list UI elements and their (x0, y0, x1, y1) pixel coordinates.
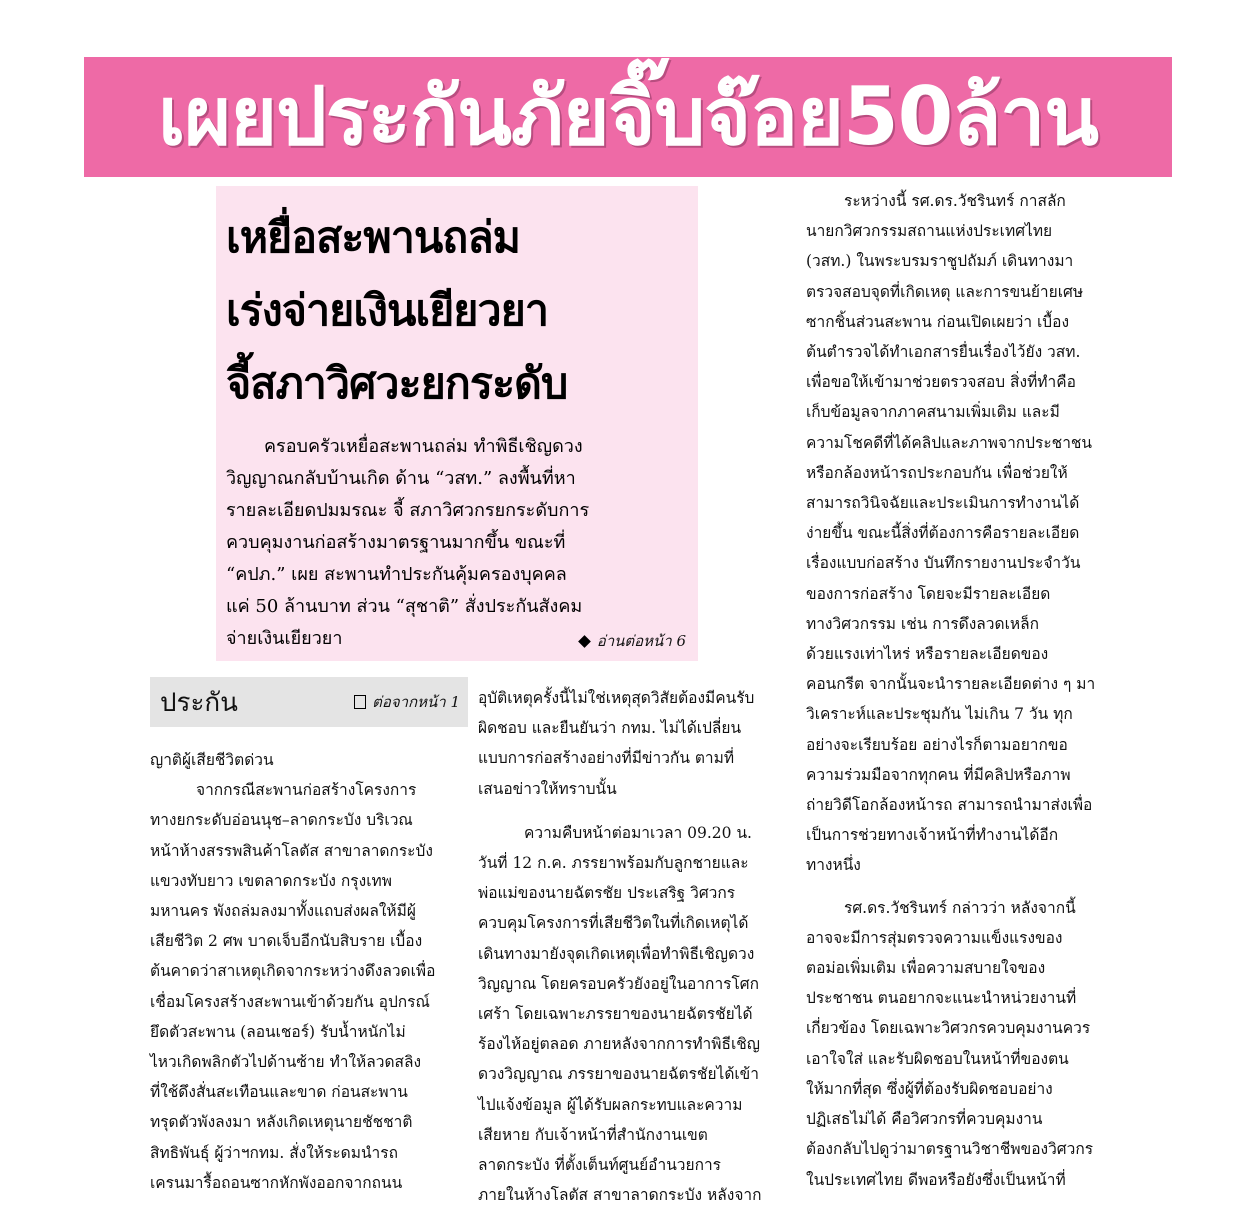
mid-line: ความคืบหน้าต่อมาเวลา 09.20 น. (524, 823, 752, 842)
right-line: (วสท.) ในพระบรมราชูปถัมภ์ เดินทางมา (806, 252, 1074, 271)
lead-headline-2: เร่งจ่ายเงินเยียวยา (226, 286, 548, 336)
mid-line: ลาดกระบัง ที่ตั้งเต็นท์ศูนย์อำนวยการ (478, 1156, 721, 1175)
right-line: ระหว่างนี้ รศ.ดร.วัชรินทร์ กาสลัก (844, 192, 1066, 210)
right-line: เป็นการช่วยทางเจ้าหน้าที่ทำงานได้อีก (806, 826, 1059, 845)
right-line: วิเคราะห์และประชุมกัน ไม่เกิน 7 วัน ทุก (806, 705, 1073, 724)
right-line: ในประเทศไทย ดีพอหรือยังซึ่งเป็นหน้าที่ (806, 1170, 1066, 1189)
mid-line: ควบคุมโครงการที่เสียชีวิตในที่เกิดเหตุได้ (478, 914, 749, 933)
left-line: ทางยกระดับอ่อนนุช–ลาดกระบัง บริเวณ (150, 811, 413, 830)
left-line: ยึดตัวสะพาน (ลอนเชอร์) รับน้ำหนักไม่ (150, 1022, 406, 1041)
right-line: เกี่ยวข้อง โดยเฉพาะวิศวกรควบคุมงานควร (806, 1019, 1091, 1038)
right-line: ความโชคดีที่ได้คลิปและภาพจากประชาชน (806, 433, 1093, 452)
square-box-icon (354, 695, 366, 709)
right-line: เก็บข้อมูลจากภาคสนามเพิ่มเติม และมี (806, 403, 1060, 422)
lead-line: รายละเอียดปมมรณะ จี้ สภาวิศวกรยกระดับการ (226, 500, 590, 521)
headline-banner (84, 57, 1172, 177)
lead-headline-3: จี้สภาวิศวะยกระดับ (226, 359, 568, 409)
left-line: จากกรณีสะพานก่อสร้างโครงการ (196, 781, 417, 800)
lead-summary (226, 431, 688, 655)
mid-line: ผิดชอบ และยืนยันว่า กทม. ไม่ได้เปลี่ยน (478, 719, 742, 738)
left-line: ไหวเกิดพลิกตัวไปด้านซ้าย ทำให้ลวดสลิง (150, 1053, 422, 1072)
mid-line: แบบการก่อสร้างอย่างที่มีข่าวกัน ตามที่ (478, 749, 735, 768)
mid-line: ดวงวิญญาณ ภรรยาของนายฉัตรชัยได้เข้า (478, 1065, 759, 1084)
diamond-bullet-icon (578, 635, 591, 648)
left-line: ที่ใช้ดึงสั่นสะเทือนและขาด ก่อนสะพาน (150, 1083, 408, 1102)
left-line: เชื่อมโครงสร้างสะพานเข้าด้วยกัน อุปกรณ์ (150, 992, 430, 1011)
right-line: ง่ายขึ้น ขณะนี้สิ่งที่ต้องการคือรายละเอียด (806, 524, 1080, 543)
lead-story-box (216, 186, 698, 661)
left-line: เสียชีวิต 2 ศพ บาดเจ็บอีกนับสิบราย เบื้อง (150, 932, 423, 951)
right-line: ด้วยแรงเท่าไหร่ หรือรายละเอียดของ (806, 645, 1049, 664)
right-line: อย่างจะเรียบร้อย อย่างไรก็ตามอยากขอ (806, 735, 1068, 754)
lead-line: แค่ 50 ล้านบาท ส่วน “สุชาติ” สั่งประกันสังคม (226, 596, 583, 617)
right-line: คอนกรีต จากนั้นจะนำรายละเอียดต่าง ๆ มา (806, 675, 1096, 694)
right-line: ทางวิศวกรรม เช่น การดึงลวดเหล็ก (806, 614, 1039, 633)
read-more-link[interactable] (580, 629, 686, 653)
left-line: หน้าห้างสรรพสินค้าโลตัส สาขาลาดกระบัง (150, 841, 433, 860)
left-line: แขวงทับยาว เขตลาดกระบัง กรุงเทพ (150, 871, 392, 890)
lead-line: ควบคุมงานก่อสร้างมาตรฐานมากขึ้น ขณะที่ (226, 532, 566, 553)
section-header (150, 677, 468, 727)
right-line: ต้นตำรวจได้ทำเอกสารยื่นเรื่องไว้ยัง วสท. (806, 343, 1081, 362)
right-line: นายกวิศวกรรมสถานแห่งประเทศไทย (806, 222, 1053, 241)
right-line: หรือกล้องหน้ารถประกอบกัน เพื่อช่วยให้ (806, 463, 1068, 482)
right-line: เอาใจใส่ และรับผิดชอบในหน้าที่ของตน (806, 1049, 1069, 1068)
right-line: สามารถวินิจฉัยและประเมินการทำงานได้ (806, 494, 1080, 513)
right-line: ความร่วมมือจากทุกคน ที่มีคลิปหรือภาพ (806, 765, 1071, 784)
right-line: ถ่ายวิดีโอกล้องหน้ารถ สามารถนำมาส่งเพื่อ (806, 796, 1093, 815)
lead-headline-1: เหยื่อสะพานถล่ม (226, 213, 521, 263)
left-column (150, 745, 470, 1198)
lead-line: ครอบครัวเหยื่อสะพานถล่ม ทำพิธีเชิญดวง (264, 436, 583, 457)
middle-column (478, 683, 794, 1210)
mid-line: วิญญาณ โดยครอบครัวยังอยู่ในอาการโศก (478, 974, 760, 993)
right-line: อาจจะมีการสุ่มตรวจความแข็งแรงของ (806, 928, 1063, 947)
right-line: ของการก่อสร้าง โดยจะมีรายละเอียด (806, 584, 1051, 603)
lead-line: จ่ายเงินเยียวยา (226, 628, 343, 649)
right-line: รศ.ดร.วัชรินทร์ กล่าวว่า หลังจากนี้ (844, 898, 1076, 917)
mid-line: ร้องไห้อยู่ตลอด ภายหลังจากการทำพิธีเชิญ (478, 1035, 760, 1054)
lead-line: วิญญาณกลับบ้านเกิด ด้าน “วสท.” ลงพื้นที่หา (226, 468, 576, 489)
right-line: เพื่อขอให้เข้ามาช่วยตรวจสอบ สิ่งที่ทำคือ (806, 373, 1076, 392)
banner-headline: เผยประกันภัยจิ๊บจ๊อย50ล้าน (158, 70, 1098, 163)
section-title: ประกัน (160, 687, 238, 718)
mid-line: อุบัติเหตุครั้งนี้ไม่ใช่เหตุสุดวิสัยต้องมีคนรับ (478, 689, 755, 707)
continued-from-page (354, 690, 460, 714)
left-line: เครนมารื้อถอนซากหักพังออกจากถนน (150, 1173, 403, 1192)
right-line: เรื่องแบบก่อสร้าง บันทึกรายงานประจำวัน (806, 554, 1081, 573)
lead-line: “คปภ.” เผย สะพานทำประกันคุ้มครองบุคคล (226, 564, 567, 585)
right-line: ต้องกลับไปดูว่ามาตรฐานวิชาชีพของวิศวกร (806, 1140, 1094, 1159)
right-line: ให้มากที่สุด ซึ่งผู้ที่ต้องรับผิดชอบอย่าง (806, 1079, 1053, 1098)
right-column (806, 186, 1126, 1195)
mid-line: เสียหาย กับเจ้าหน้าที่สำนักงานเขต (478, 1125, 708, 1144)
right-line: ทางหนึ่ง (806, 856, 861, 875)
left-line: ต้นคาดว่าสาเหตุเกิดจากระหว่างดึงลวดเพื่อ (150, 962, 436, 981)
mid-line: ไปแจ้งข้อมูล ผู้ได้รับผลกระทบและความ (478, 1095, 743, 1114)
left-line: มหานคร พังถล่มลงมาทั้งแถบส่งผลให้มีผู้ (150, 902, 416, 921)
mid-line: เดินทางมายังจุดเกิดเหตุเพื่อทำพิธีเชิญดวง (478, 944, 755, 963)
mid-line: ภายในห้างโลตัส สาขาลาดกระบัง หลังจาก (478, 1186, 762, 1205)
read-more-text: อ่านต่อหน้า 6 (596, 632, 686, 650)
right-line: ตอม่อเพิ่มเติม เพื่อความสบายใจของ (806, 959, 1046, 978)
right-line: ตรวจสอบจุดที่เกิดเหตุ และการขนย้ายเศษ (806, 282, 1084, 301)
continued-text: ต่อจากหน้า 1 (372, 693, 460, 711)
left-line: ญาติผู้เสียชีวิตด่วน (150, 751, 274, 769)
left-line: สิทธิพันธุ์ ผู้ว่าฯกทม. สั่งให้ระดมนำรถ (150, 1143, 398, 1162)
right-line: ซากชิ้นส่วนสะพาน ก่อนเปิดเผยว่า เบื้อง (806, 312, 1070, 331)
mid-line: เศร้า โดยเฉพาะภรรยาของนายฉัตรชัยได้ (478, 1005, 753, 1024)
right-line: ปฏิเสธไม่ได้ คือวิศวกรที่ควบคุมงาน (806, 1110, 1043, 1129)
left-line: ทรุดตัวพังลงมา หลังเกิดเหตุนายชัชชาติ (150, 1113, 413, 1132)
mid-line: พ่อแม่ของนายฉัตรชัย ประเสริฐ วิศวกร (478, 884, 736, 903)
mid-line: เสนอข่าวให้ทราบนั้น (478, 779, 617, 798)
right-line: ประชาชน ตนอยากจะแนะนำหน่วยงานที่ (806, 989, 1077, 1008)
mid-line: วันที่ 12 ก.ค. ภรรยาพร้อมกับลูกชายและ (478, 854, 749, 873)
